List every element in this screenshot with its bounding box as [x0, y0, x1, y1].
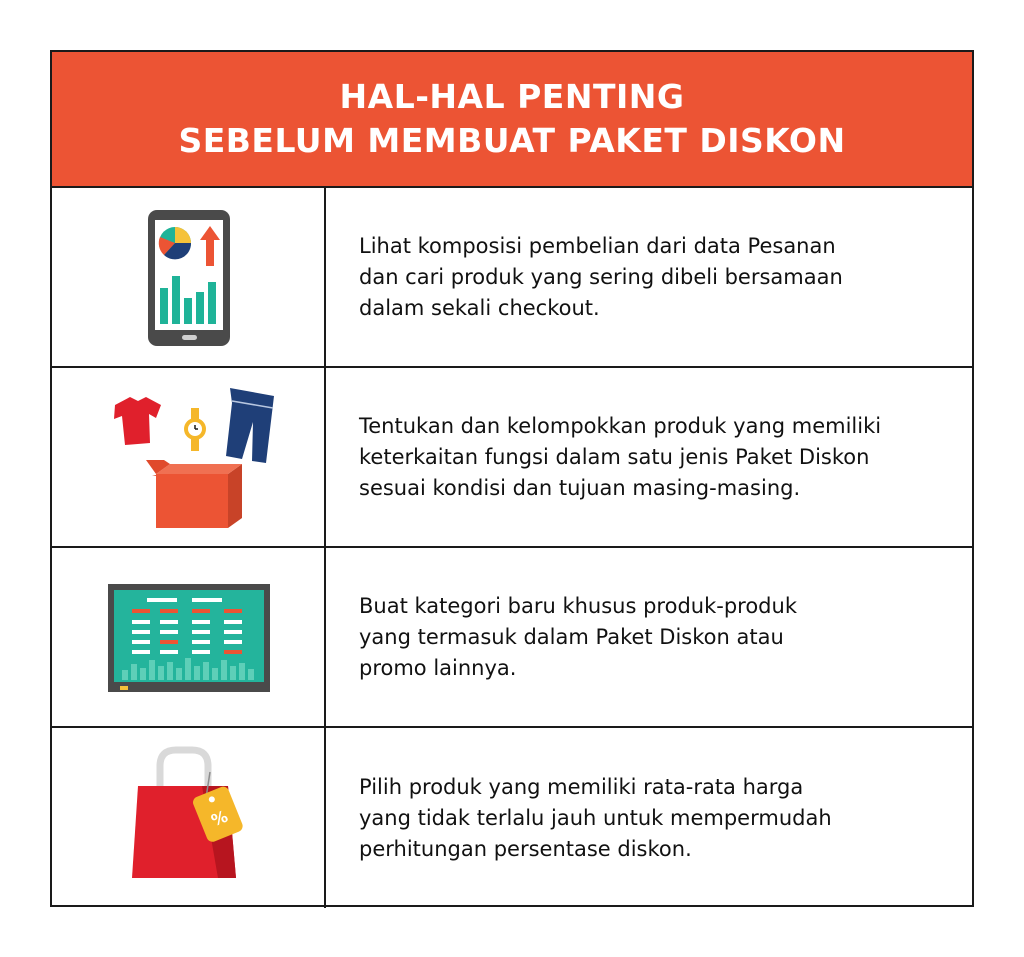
shopping-bag-discount-icon [52, 728, 326, 908]
tip-text-3: Buat kategori baru khusus produk-produk yang termasuk dalam Paket Diskon atau promo lainnya. [359, 593, 797, 680]
header-banner [52, 52, 972, 188]
tip-row-4 [52, 728, 972, 908]
tip-text-4: Pilih produk yang memiliki rata-rata harga yang tidak terlalu jauh untuk mempermudah perhitungan persentase diskon. [359, 774, 832, 861]
tip-text-1: Lihat komposisi pembelian dari data Pesanan dan cari produk yang sering dibeli bersamaan dalam sekali checkout. [359, 233, 843, 320]
tip-row-3 [52, 548, 972, 728]
dashboard-screen-icon [52, 548, 326, 726]
tablet-chart-icon [52, 188, 326, 366]
svg-text:%: % [208, 806, 231, 831]
title-line-2: SEBELUM MEMBUAT PAKET DISKON [178, 121, 846, 160]
tip-row-2 [52, 368, 972, 548]
info-card [50, 50, 974, 907]
products-box-icon [52, 368, 326, 546]
tip-row-1 [52, 188, 972, 368]
tip-text-2: Tentukan dan kelompokkan produk yang memiliki keterkaitan fungsi dalam satu jenis Paket Diskon sesuai kondisi dan tujuan masing-masing. [359, 413, 882, 500]
title-line-1: HAL-HAL PENTING [339, 77, 685, 116]
